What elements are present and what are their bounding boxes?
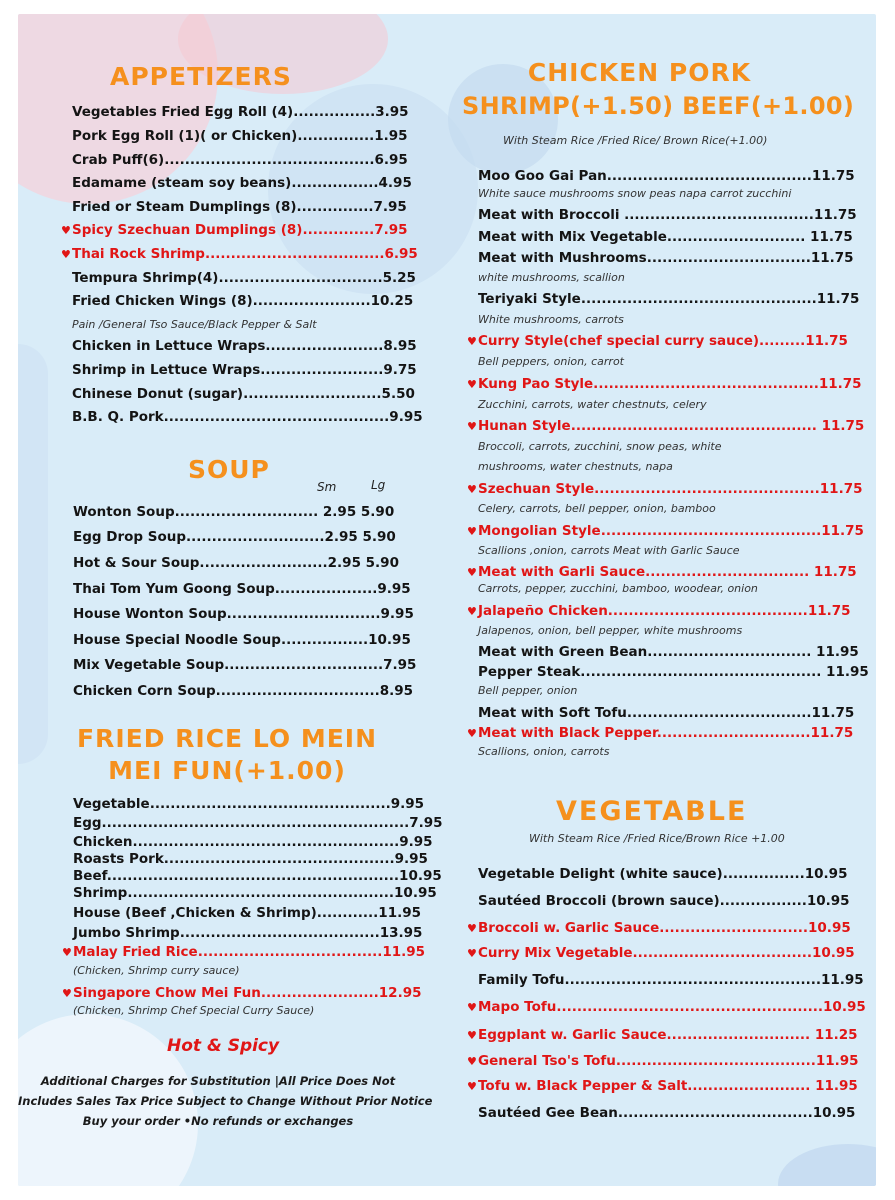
menu-item-spicy: ♥ Singapore Chow Mei Fun.......................12.95 (62, 985, 422, 1001)
item-note: Celery, carrots, bell pepper, onion, bamboo (478, 502, 716, 515)
menu-item: Vegetables Fried Egg Roll (4)................3.95 (72, 104, 409, 120)
large-column-header: Lg (371, 478, 386, 492)
item-note: White mushrooms, carrots (478, 313, 624, 326)
menu-item: Egg Drop Soup...........................2.95 5.90 (73, 529, 396, 545)
menu-item: Meat with Broccoli .....................................11.75 (478, 207, 857, 223)
menu-item-spicy: ♥ Eggplant w. Garlic Sauce............................ 11.25 (467, 1027, 858, 1043)
item-note: Zucchini, carrots, water chestnuts, celery (478, 398, 707, 411)
menu-item: Crab Puff(6).........................................6.95 (72, 152, 408, 168)
menu-item: Meat with Mix Vegetable........................... 11.75 (478, 229, 853, 245)
menu-item: Egg............................................................7.95 (73, 815, 443, 831)
menu-item-spicy: ♥ General Tso's Tofu.......................................11.95 (467, 1053, 859, 1069)
chili-pepper-icon: ♥ (467, 922, 477, 935)
menu-item: Meat with Soft Tofu....................................11.75 (478, 705, 855, 721)
item-note: Carrots, pepper, zucchini, bamboo, woodear, onion (478, 582, 758, 595)
appetizers-title: APPETIZERS (110, 62, 292, 91)
menu-item: Sautéed Broccoli (brown sauce).................10.95 (478, 893, 850, 909)
vegetable-subtitle: With Steam Rice /Fried Rice/Brown Rice +1.00 (529, 832, 785, 845)
menu-item: Beef.........................................................10.95 (73, 868, 442, 884)
menu-item: Chicken in Lettuce Wraps.......................8.95 (72, 338, 417, 354)
item-note: Bell peppers, onion, carrot (478, 355, 624, 368)
menu-item: House (Beef ,Chicken & Shrimp)............11.95 (73, 905, 422, 921)
menu-item-spicy: ♥ Curry Style(chef special curry sauce).........11.75 (467, 333, 848, 349)
menu-item: Mix Vegetable Soup...............................7.95 (73, 657, 417, 673)
menu-item: Tempura Shrimp(4)................................5.25 (72, 270, 416, 286)
menu-item: Vegetable...............................................9.95 (73, 796, 425, 812)
chili-pepper-icon: ♥ (467, 420, 477, 433)
menu-item: B.B. Q. Pork............................................9.95 (72, 409, 423, 425)
menu-item: Pork Egg Roll (1)( or Chicken)...............1.95 (72, 128, 408, 144)
menu-item: Edamame (steam soy beans).................4.95 (72, 175, 412, 191)
item-note: Jalapenos, onion, bell pepper, white mushrooms (478, 624, 743, 637)
menu-item: Thai Tom Yum Goong Soup....................9.95 (73, 581, 411, 597)
chili-pepper-icon: ♥ (467, 483, 477, 496)
chili-pepper-icon: ♥ (467, 727, 477, 740)
menu-item: Teriyaki Style..............................................11.75 (478, 291, 860, 307)
chili-pepper-icon: ♥ (467, 525, 477, 538)
item-note: White sauce mushrooms snow peas napa carrot zucchini (478, 187, 792, 200)
menu-item-spicy: ♥ Szechuan Style............................................11.75 (467, 481, 863, 497)
menu-item-spicy: ♥ Mongolian Style...........................................11.75 (467, 523, 864, 539)
menu-item: Chicken....................................................9.95 (73, 834, 433, 850)
menu-item-spicy: ♥ Mapo Tofu....................................................10.95 (467, 999, 866, 1015)
menu-item: Chinese Donut (sugar)...........................5.50 (72, 386, 415, 402)
item-note: Scallions ,onion, carrots Meat with Garlic Sauce (478, 544, 740, 557)
menu-item: Roasts Pork.............................................9.95 (73, 851, 428, 867)
item-note: mushrooms, water chestnuts, napa (478, 460, 673, 473)
chili-pepper-icon: ♥ (467, 335, 477, 348)
menu-item-spicy: ♥ Meat with Garli Sauce................................ 11.75 (467, 564, 857, 580)
menu-item: Wonton Soup............................ 2.95 5.90 (73, 504, 395, 520)
menu-item: House Wonton Soup..............................9.95 (73, 606, 414, 622)
menu-item-spicy: ♥ Hunan Style................................................ 11.75 (467, 418, 865, 434)
menu-item: Family Tofu..................................................11.95 (478, 972, 864, 988)
menu-item: Moo Goo Gai Pan........................................11.75 (478, 168, 855, 184)
chili-pepper-icon: ♥ (467, 1029, 477, 1042)
menu-item-spicy: ♥ Kung Pao Style............................................11.75 (467, 376, 862, 392)
chili-pepper-icon: ♥ (467, 1080, 477, 1093)
menu-item: Meat with Green Bean................................ 11.95 (478, 644, 859, 660)
menu-item-spicy: ♥ Jalapeño Chicken.......................................11.75 (467, 603, 851, 619)
menu-item: House Special Noodle Soup.................10.95 (73, 632, 411, 648)
chili-pepper-icon: ♥ (467, 947, 477, 960)
chili-pepper-icon: ♥ (61, 224, 71, 237)
chili-pepper-icon: ♥ (467, 1055, 477, 1068)
entrees-title-line2: SHRIMP(+1.50) BEEF(+1.00) (462, 92, 855, 120)
circle-decoration (778, 1144, 876, 1186)
chili-pepper-icon: ♥ (62, 987, 72, 1000)
menu-item: Fried Chicken Wings (8).......................10.25 (72, 293, 414, 309)
item-note: Bell pepper, onion (478, 684, 578, 697)
fried-rice-title: FRIED RICE LO MEIN (76, 724, 378, 753)
entrees-title: CHICKEN PORK (527, 58, 752, 87)
entrees-subtitle: With Steam Rice /Fried Rice/ Brown Rice(+1.00) (503, 134, 768, 147)
vegetable-title: VEGETABLE (556, 796, 748, 827)
fried-rice-title-line2: MEI FUN(+1.00) (108, 756, 346, 785)
menu-item: Shrimp....................................................10.95 (73, 885, 437, 901)
menu-item-spicy: ♥ Broccoli w. Garlic Sauce.............................10.95 (467, 920, 851, 936)
item-note: (Chicken, Shrimp Chef Special Curry Sauce) (73, 1004, 315, 1017)
menu-item-spicy: ♥ Spicy Szechuan Dumplings (8)..............7.95 (61, 222, 408, 238)
chili-pepper-icon: ♥ (467, 1001, 477, 1014)
menu-item: Hot & Sour Soup.........................2.95 5.90 (73, 555, 399, 571)
menu-item: Jumbo Shrimp.......................................13.95 (73, 925, 423, 941)
menu-item-spicy: ♥ Meat with Black Pepper..............................11.75 (467, 725, 854, 741)
chili-pepper-icon: ♥ (61, 248, 71, 261)
menu-item: Shrimp in Lettuce Wraps........................9.75 (72, 362, 417, 378)
menu-item: Sautéed Gee Bean......................................10.95 (478, 1105, 856, 1121)
footer-note-line1: Additional Charges for Substitution |All Price Does Not (40, 1074, 396, 1088)
menu-item: Pepper Steak............................................... 11.95 (478, 664, 869, 680)
menu-item: Chicken Corn Soup................................8.95 (73, 683, 414, 699)
menu-item-spicy: ♥ Curry Mix Vegetable...................................10.95 (467, 945, 855, 961)
item-note: (Chicken, Shrimp curry sauce) (73, 964, 240, 977)
chili-pepper-icon: ♥ (467, 566, 477, 579)
menu-item-spicy: ♥ Malay Fried Rice....................................11.95 (62, 944, 426, 960)
chili-pepper-icon: ♥ (62, 946, 72, 959)
item-note: Pain /General Tso Sauce/Black Pepper & Salt (72, 318, 317, 331)
leaf-decoration (18, 344, 48, 764)
footer-note-line3: Buy your order •No refunds or exchanges (82, 1114, 354, 1128)
menu-item-spicy: ♥ Tofu w. Black Pepper & Salt........................ 11.95 (467, 1078, 858, 1094)
item-note: Scallions, onion, carrots (478, 745, 610, 758)
item-note: white mushrooms, scallion (478, 271, 625, 284)
soup-title: SOUP (188, 455, 270, 484)
footer-note-line2: Includes Sales Tax Price Subject to Change Without Prior Notice (18, 1094, 433, 1108)
item-note: Broccoli, carrots, zucchini, snow peas, white (478, 440, 722, 453)
menu-item: Fried or Steam Dumplings (8)...............7.95 (72, 199, 407, 215)
menu-item: Vegetable Delight (white sauce)................10.95 (478, 866, 848, 882)
small-column-header: Sm (317, 480, 337, 494)
menu-item: Meat with Mushrooms................................11.75 (478, 250, 854, 266)
hot-spicy-label: Hot & Spicy (167, 1036, 280, 1056)
menu-item-spicy: ♥ Thai Rock Shrimp...................................6.95 (61, 246, 418, 262)
chili-pepper-icon: ♥ (467, 378, 477, 391)
chili-pepper-icon: ♥ (467, 605, 477, 618)
